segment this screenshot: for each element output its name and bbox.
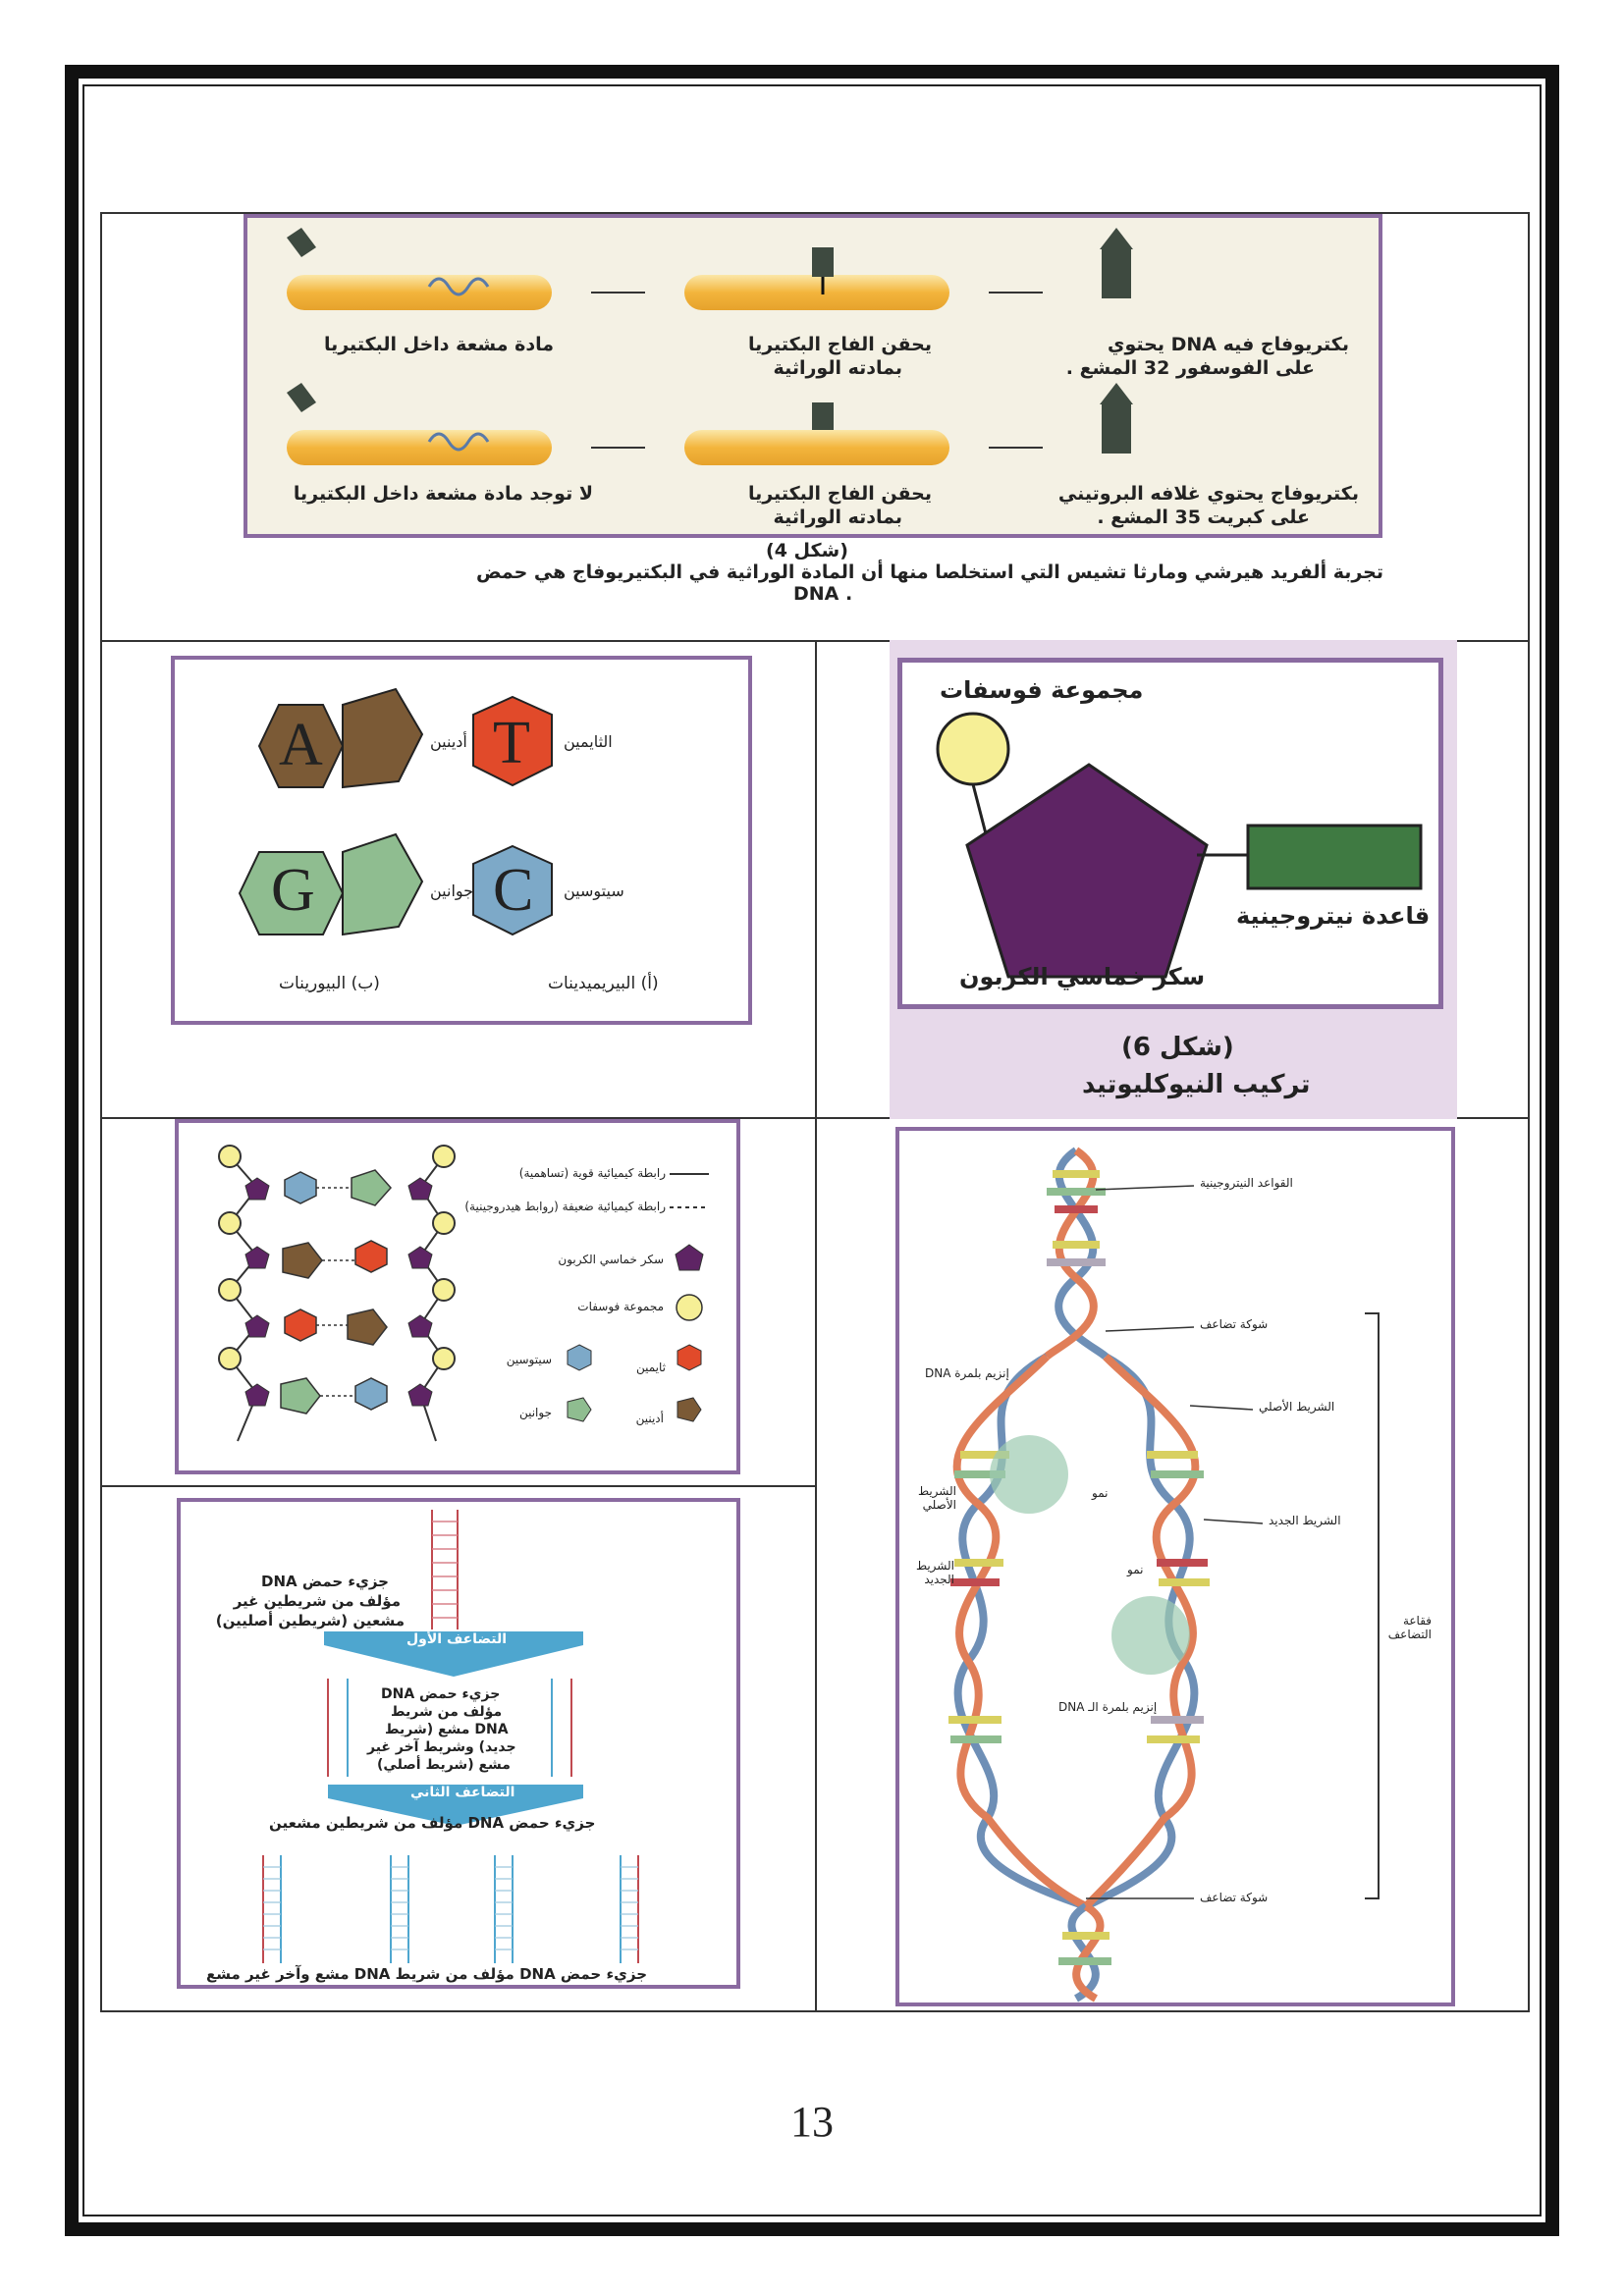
- base-rectangle: [1248, 826, 1421, 888]
- nucleotide-box: [897, 658, 1443, 1009]
- adenine-letter: A: [279, 712, 323, 778]
- parent-label-line2: مؤلف من شريطين غير: [233, 1592, 401, 1610]
- phosphate-label: مجموعة فوسفات: [940, 676, 1144, 704]
- gen2-rungs: [263, 1867, 638, 1949]
- semi-conservative-figure: [177, 1498, 740, 1989]
- nucleotide-shapes: [902, 663, 1438, 1004]
- pyrimidines-label: (أ) البيريميدينات: [548, 974, 659, 993]
- fig4-row2-step3: لا توجد مادة مشعة داخل البكتيريا: [293, 483, 593, 505]
- hydrogen-bonds: [316, 1188, 355, 1396]
- guanine-label: جوانين: [430, 881, 474, 900]
- page-border-left: [65, 116, 79, 2177]
- bubble-bracket: [1365, 1313, 1379, 1898]
- legend-strong-bond: رابطة كيميائية قوية (تساهمية): [518, 1166, 666, 1180]
- replication-shapes: [899, 1131, 1451, 2002]
- ladder-sugars: [245, 1178, 432, 1406]
- fig4-caption-line2: DNA .: [793, 583, 853, 605]
- mid-label-line4: جديد) وشريط آخر غير: [367, 1739, 516, 1755]
- page-border-top: [116, 65, 1508, 79]
- mid-label-line3: DNA مشع (شريط: [385, 1722, 509, 1737]
- polymerase-1: [990, 1435, 1068, 1514]
- label-bases: القواعد النيتروجينية: [1200, 1176, 1293, 1190]
- fig4-row2-step1-line1: بكتريوفاج يحتوي غلافه البروتيني: [1057, 483, 1359, 505]
- fig4-row1-step3: مادة مشعة داخل البكتيريا: [323, 334, 554, 355]
- fig4-caption-line1: تجربة ألفريد هيرشي ومارثا تشيس التي استخلصا منها أن المادة الوراثية في البكتيريوفاج هي حمض: [475, 561, 1383, 583]
- legend-thymine: ثايمين: [635, 1361, 666, 1374]
- figure-4-hershey-chase: [244, 214, 1382, 538]
- dna-ladder-figure: [175, 1119, 740, 1474]
- fig6-caption-number: (شكل 6): [1121, 1033, 1234, 1062]
- label-new-left: الشريط الجديد: [915, 1559, 954, 1586]
- first-replication-label: التضاعف الأول: [406, 1631, 508, 1647]
- legend-cytosine: سيتوسين: [506, 1353, 552, 1366]
- fig6-caption-title: تركيب النيوكليوتيد: [1082, 1070, 1311, 1099]
- sugar-label: سكر خماسي الكربون: [959, 963, 1206, 990]
- purines-label: (ب) البيورينات: [279, 974, 380, 993]
- parent-rungs: [432, 1522, 458, 1618]
- base-label: قاعدة نيتروجينية: [1236, 902, 1431, 930]
- legend-weak-bond: رابطة كيميائية ضعيفة (روابط هيدروجينية): [464, 1200, 666, 1213]
- col-divider: [815, 640, 817, 2012]
- sugar-pentagon: [967, 765, 1207, 977]
- second-gen-caption: جزيء حمض DNA مؤلف من شريطين مشعين: [269, 1814, 596, 1832]
- parent-molecule: [432, 1510, 458, 1629]
- fig4-row1-step2-line1: يحقن الفاج البكتيريا: [747, 334, 932, 355]
- legend-guanine: جوانين: [518, 1406, 552, 1419]
- fig4-row1-step2-line2: بمادته الوراثية: [773, 357, 902, 379]
- fig4-row2-step2-line2: بمادته الوراثية: [773, 507, 902, 528]
- phosphate-circle: [938, 714, 1008, 784]
- ladder-base-pairs: [281, 1170, 391, 1414]
- label-new-right: الشريط الجديد: [1269, 1514, 1341, 1527]
- parent-label-line1: جزيء حمض DNA: [261, 1573, 389, 1590]
- label-bubble: فقاعة التضاعف: [1387, 1614, 1432, 1641]
- gen2-molecules: [263, 1855, 638, 1963]
- second-replication-label: التضاعف الثاني: [410, 1785, 515, 1800]
- page-border-right: [1545, 116, 1559, 2177]
- mid-label-line1: جزيء حمض DNA: [381, 1686, 501, 1702]
- semi-bottom-caption: جزيء حمض DNA مؤلف من شريط DNA مشع وآخر غير مشع: [206, 1965, 648, 1983]
- legend-sugar: سكر خماسي الكربون: [558, 1253, 664, 1266]
- cytosine-letter: C: [493, 857, 534, 924]
- fig4-row1-step1-line2: على الفوسفور 32 المشع .: [1065, 357, 1315, 379]
- label-growth-2: نمو: [1127, 1563, 1144, 1576]
- corner-br2: [1545, 2171, 1559, 2236]
- thymine-letter: T: [493, 710, 530, 776]
- label-growth-1: نمو: [1092, 1486, 1109, 1500]
- legend-phosphate: مجموعة فوسفات: [577, 1300, 664, 1313]
- cytosine-label: سيتوسين: [564, 881, 624, 900]
- legend-adenine: أدينين: [635, 1412, 664, 1425]
- fig4-caption-number: (شكل 4): [766, 540, 848, 561]
- fig4-row2-step2-line1: يحقن الفاج البكتيريا: [747, 483, 932, 505]
- helix-backbone: [957, 1150, 1196, 1999]
- label-fork-top: شوكة تضاعف: [1200, 1317, 1269, 1331]
- bases-shapes: [175, 660, 748, 1021]
- fig4-row2-step1-line2: على كبريت 35 المشع .: [1097, 507, 1310, 528]
- mid-label-line2: مؤلف من شريط: [391, 1704, 503, 1720]
- corner-bl2: [65, 2171, 79, 2236]
- label-original-left: الشريط الأصلي: [917, 1484, 956, 1512]
- guanine-letter: G: [271, 857, 315, 924]
- page-number: 13: [790, 2098, 834, 2146]
- page-border-bottom: [116, 2222, 1508, 2236]
- polymerase-2: [1111, 1596, 1190, 1675]
- fig4-row1-step1-line1: بكتريوفاج فيه DNA يحتوي: [1108, 334, 1349, 355]
- parent-label-line3: مشعين (شريطين أصليين): [215, 1612, 405, 1629]
- row-divider-3: [102, 1485, 815, 1487]
- label-enzyme-1: إنزيم بلمرة DNA: [925, 1366, 1009, 1380]
- mid-label-line5: مشع (شريط أصلي): [377, 1757, 511, 1773]
- adenine-label: أدينين: [430, 732, 467, 751]
- nitrogen-bases-figure: [171, 656, 752, 1025]
- replication-bubble-figure: [895, 1127, 1455, 2006]
- label-enzyme-2: إنزيم بلمرة الـ DNA: [1058, 1700, 1158, 1714]
- label-original-right: الشريط الأصلي: [1259, 1400, 1335, 1414]
- label-fork-bottom: شوكة تضاعف: [1200, 1891, 1269, 1904]
- corner-tr2: [1545, 65, 1559, 130]
- corner-tl2: [65, 65, 79, 130]
- guanine-shape: [240, 834, 422, 934]
- leader-lines: [1086, 1186, 1263, 1898]
- figure-6-nucleotide: [890, 640, 1457, 1119]
- thymine-label: الثايمين: [564, 732, 613, 751]
